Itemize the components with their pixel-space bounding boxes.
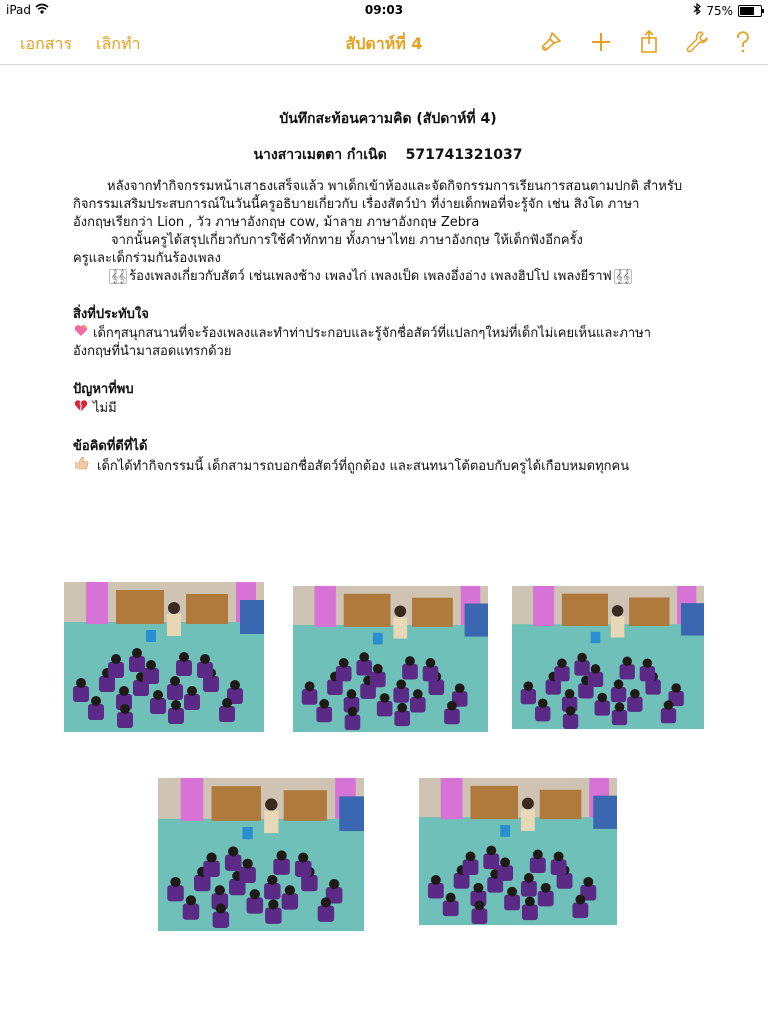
impressed-text: เด็กๆสนุกสนานที่จะร้องเพลงและทำท่าประกอบและรู้จักชื่อสัตว์ที่แปลกๆใหม่ที่เด็กไม่เคยเห็นและภาษา: [93, 326, 652, 341]
classroom-photo[interactable]: [419, 778, 617, 925]
paragraph-line: หลังจากทำกิจกรรมหน้าเสาธงเสร็จแล้ว พาเด็กเข้าห้องและจัดกิจกรรมการเรียนการสอนตามปกติ สำหรับ: [107, 179, 683, 194]
wrench-icon[interactable]: [684, 29, 710, 55]
problems-section: [73, 381, 703, 418]
page-title: บันทึกสะท้อนความคิด (สัปดาห์ที่ 4): [279, 111, 497, 127]
device-label: iPad: [6, 3, 32, 17]
paragraph-line: จากนั้นครูได้สรุปเกี่ยวกับการใช้คำทักทาย ทั้งภาษาไทย ภาษาอังกฤษ ให้เด็กฟังอีกครั้ง: [111, 233, 583, 248]
song-line: [73, 268, 703, 286]
status-right: [693, 3, 762, 18]
share-icon[interactable]: [636, 29, 662, 55]
plus-icon[interactable]: [588, 29, 614, 55]
section-heading: สิ่งที่ประทับใจ: [73, 307, 149, 322]
student-id: 571741321037: [405, 147, 523, 163]
author-name: นางสาวเมตตา กำเนิด: [253, 147, 387, 163]
body-text: [73, 178, 703, 286]
problems-text: ไม่มี: [93, 401, 117, 416]
impressed-section: [73, 306, 703, 361]
classroom-photo[interactable]: [158, 778, 364, 931]
classroom-photo[interactable]: [64, 582, 264, 732]
battery-icon: [738, 5, 762, 17]
undo-button[interactable]: เลิกทำ: [96, 34, 141, 53]
sparkling-heart-icon: [73, 324, 89, 343]
music-note-icon: 𝄞𝄞: [615, 269, 630, 283]
paragraph-line: ครูและเด็กร่วมกันร้องเพลง: [73, 251, 221, 266]
status-bar: [0, 0, 768, 20]
help-icon[interactable]: [730, 29, 756, 55]
status-time: 09:03: [364, 3, 404, 17]
bluetooth-icon: [693, 3, 701, 18]
author-line: [73, 146, 703, 164]
insight-text: เด็กได้ทำกิจกรรมนี้ เด็กสามารถบอกชื่อสัตว์ที่ถูกต้อง และสนทนาโต้ตอบกับครูได้เกือบหมดทุกคน: [97, 459, 630, 474]
section-heading: ปัญหาที่พบ: [73, 382, 134, 397]
toolbar: [0, 20, 768, 65]
paintbrush-icon[interactable]: [538, 29, 564, 55]
thumbs-up-icon: [73, 456, 89, 476]
music-note-icon: 𝄞𝄞: [111, 269, 126, 283]
document-title: สัปดาห์ที่ 4: [345, 34, 423, 53]
broken-heart-icon: [73, 399, 89, 418]
battery-percent: 75%: [706, 3, 733, 18]
classroom-photo[interactable]: [293, 586, 488, 732]
song-text: ร้องเพลงเกี่ยวกับสัตว์ เช่นเพลงช้าง เพลงไก่ เพลงเป็ด เพลงอึ่งอ่าง เพลงฮิปโป เพลงยีราฟ: [129, 269, 612, 284]
classroom-photo[interactable]: [512, 586, 704, 729]
paragraph-line: กิจกรรมเสริมประสบการณ์ในวันนี้ครูอธิบายเกี่ยวกับ เรื่องสัตว์ป่า ที่ง่ายเด็กพอที่จะรู้จัก เช่น สิงโต ภาษา: [73, 197, 640, 212]
document-page[interactable]: [73, 110, 703, 476]
impressed-text: อังกฤษที่นำมาสอดแทรกด้วย: [73, 344, 232, 359]
paragraph-line: อังกฤษเรียกว่า Lion , วัว ภาษาอังกฤษ cow, ม้าลาย ภาษาอังกฤษ Zebra: [73, 215, 480, 230]
insight-section: [73, 438, 703, 476]
documents-button[interactable]: เอกสาร: [20, 34, 73, 53]
section-heading: ข้อคิดที่ดีที่ได้: [73, 439, 148, 454]
